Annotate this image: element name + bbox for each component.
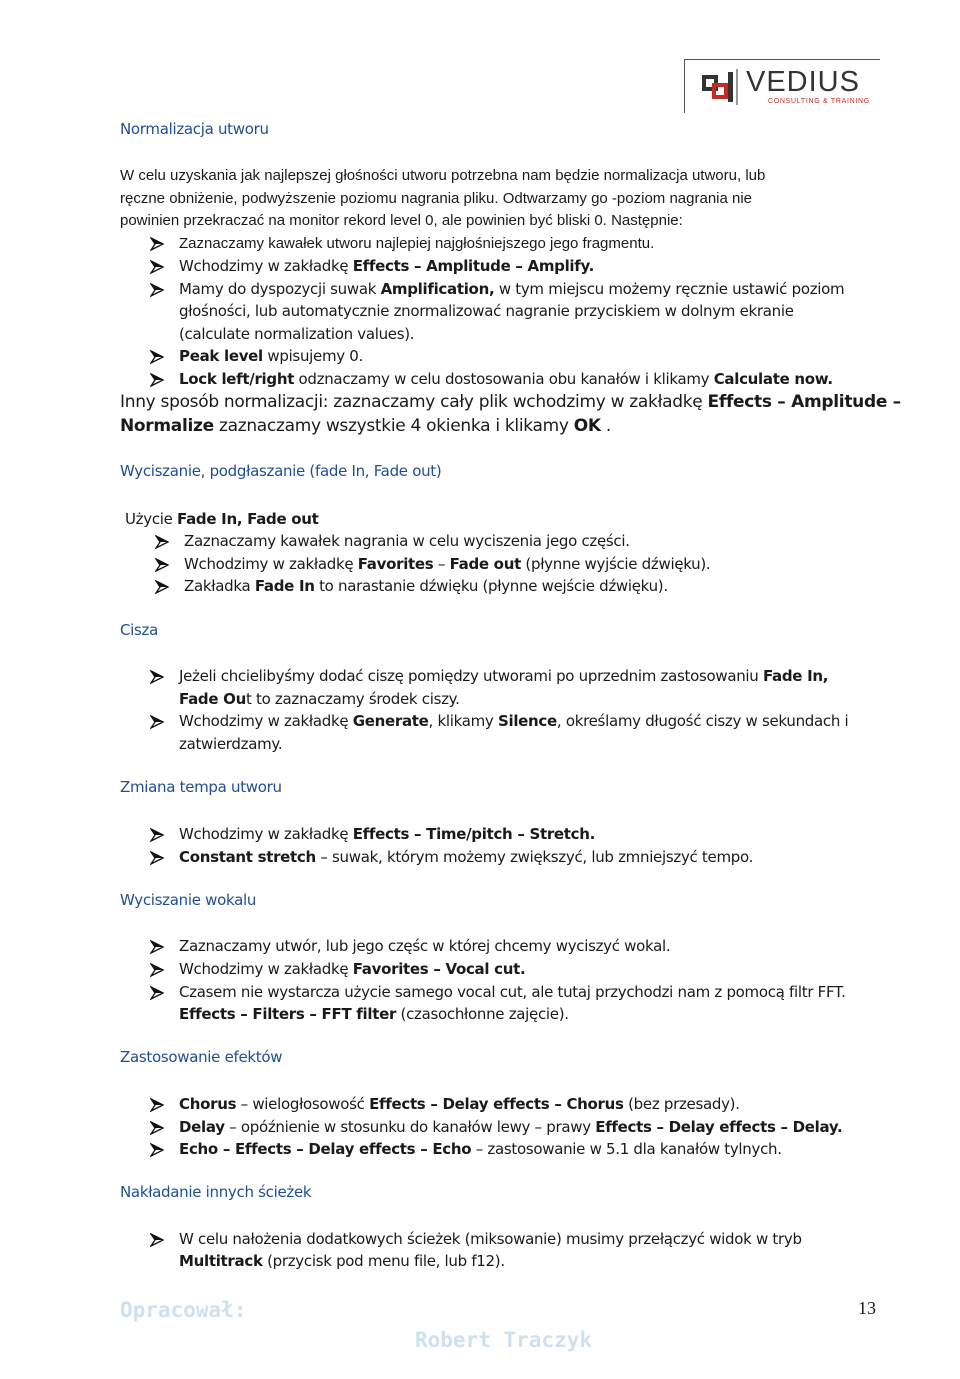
bullet-arrow-icon	[150, 283, 164, 297]
list-item: Chorus – wielogłosowość Effects – Delay effects – Chorus (bez przesady).	[179, 1095, 740, 1113]
section-title-efekty: Zastosowanie efektów	[120, 1048, 283, 1066]
paragraph: Użycie Fade In, Fade out	[125, 510, 319, 528]
list-item: Mamy do dyspozycji suwak Amplification, w tym miejscu możemy ręcznie ustawić poziom	[179, 280, 845, 298]
list-item: Wchodzimy w zakładkę Effects – Amplitude – Amplify.	[179, 257, 594, 275]
list-item: Echo – Effects – Delay effects – Echo – zastosowanie w 5.1 dla kanałów tylnych.	[179, 1140, 782, 1158]
page-number: 13	[858, 1298, 876, 1318]
logo-tagline: CONSULTING & TRAINING	[768, 98, 870, 105]
bullet-arrow-icon	[150, 986, 164, 1000]
bullet-arrow-icon	[155, 535, 169, 549]
vedius-logo	[684, 59, 880, 113]
section-title-wyciszanie: Wyciszanie, podgłaszanie (fade In, Fade out)	[120, 462, 442, 480]
list-item: Wchodzimy w zakładkę Favorites – Fade out (płynne wyjście dźwięku).	[184, 555, 711, 573]
section-title-tempo: Zmiana tempa utworu	[120, 778, 282, 796]
section-title-wokal: Wyciszanie wokalu	[120, 891, 257, 909]
section-title-normalizacja: Normalizacja utworu	[120, 120, 269, 138]
list-item-continuation: zatwierdzamy.	[179, 735, 283, 753]
list-item-continuation: Effects – Filters – FFT filter (czasochłonne zajęcie).	[179, 1005, 569, 1023]
bullet-arrow-icon	[150, 715, 164, 729]
section-title-sciezki: Nakładanie innych ścieżek	[120, 1183, 312, 1201]
bullet-arrow-icon	[150, 940, 164, 954]
bullet-arrow-icon	[150, 1143, 164, 1157]
bullet-arrow-icon	[150, 828, 164, 842]
intro-line-3: powinien przekraczać na monitor rekord level 0, ale powinien być bliski 0. Następnie:	[120, 212, 683, 229]
list-item: Zaznaczamy kawałek nagrania w celu wyciszenia jego części.	[184, 532, 630, 550]
footer-author: Robert Traczyk	[415, 1328, 593, 1352]
list-item-continuation: głośności, lub automatycznie znormalizować nagranie przyciskiem w dolnym ekranie	[179, 302, 794, 320]
bullet-arrow-icon	[150, 963, 164, 977]
list-item: Lock left/right odznaczamy w celu dostosowania obu kanałów i klikamy Calculate now.	[179, 370, 833, 388]
list-item: Zaznaczamy kawałek utworu najlepiej najgłośniejszego jego fragmentu.	[179, 235, 655, 252]
paragraph: Inny sposób normalizacji: zaznaczamy cały plik wchodzimy w zakładkę Effects – Amplitude –	[120, 392, 901, 412]
bullet-arrow-icon	[150, 237, 164, 251]
list-item: Delay – opóźnienie w stosunku do kanałów lewy – prawy Effects – Delay effects – Delay.	[179, 1118, 843, 1136]
list-item: Wchodzimy w zakładkę Favorites – Vocal cut.	[179, 960, 526, 978]
list-item: Zaznaczamy utwór, lub jego częśc w której chcemy wyciszyć wokal.	[179, 937, 671, 955]
bullet-arrow-icon	[150, 373, 164, 387]
section-title-cisza: Cisza	[120, 621, 159, 639]
bullet-arrow-icon	[150, 1233, 164, 1247]
list-item: Jeżeli chcielibyśmy dodać ciszę pomiędzy utworami po uprzednim zastosowaniu Fade In,	[179, 667, 829, 685]
list-item: Czasem nie wystarcza użycie samego vocal cut, ale tutaj przychodzi nam z pomocą filtr FFT.	[179, 983, 846, 1001]
list-item: Peak level wpisujemy 0.	[179, 347, 364, 365]
bullet-arrow-icon	[155, 580, 169, 594]
paragraph: Normalize zaznaczamy wszystkie 4 okienka i klikamy OK .	[120, 416, 611, 436]
list-item-continuation: Multitrack (przycisk pod menu file, lub f12).	[179, 1252, 505, 1270]
list-item: Wchodzimy w zakładkę Generate, klikamy Silence, określamy długość ciszy w sekundach i	[179, 712, 849, 730]
list-item-continuation: Fade Out to zaznaczamy środek ciszy.	[179, 690, 460, 708]
bullet-arrow-icon	[150, 1098, 164, 1112]
logo-brand: VEDIUS	[746, 66, 860, 98]
list-item: Zakładka Fade In to narastanie dźwięku (płynne wejście dźwięku).	[184, 577, 668, 595]
bullet-arrow-icon	[155, 558, 169, 572]
footer-label: Opracował:	[120, 1298, 247, 1322]
list-item: Constant stretch – suwak, którym możemy zwiększyć, lub zmniejszyć tempo.	[179, 848, 754, 866]
bullet-arrow-icon	[150, 260, 164, 274]
bullet-arrow-icon	[150, 670, 164, 684]
bullet-arrow-icon	[150, 350, 164, 364]
bullet-arrow-icon	[150, 1121, 164, 1135]
intro-line-1: W celu uzyskania jak najlepszej głośności utworu potrzebna nam będzie normalizacja utworu, lub	[120, 167, 766, 184]
bullet-arrow-icon	[150, 851, 164, 865]
list-item: Wchodzimy w zakładkę Effects – Time/pitch – Stretch.	[179, 825, 596, 843]
intro-line-2: ręczne obniżenie, podwyższenie poziomu nagrania pliku. Odtwarzamy go -poziom nagrania nie	[120, 190, 753, 207]
list-item-continuation: (calculate normalization values).	[179, 325, 415, 343]
list-item: W celu nałożenia dodatkowych ścieżek (miksowanie) musimy przełączyć widok w tryb	[179, 1230, 802, 1248]
